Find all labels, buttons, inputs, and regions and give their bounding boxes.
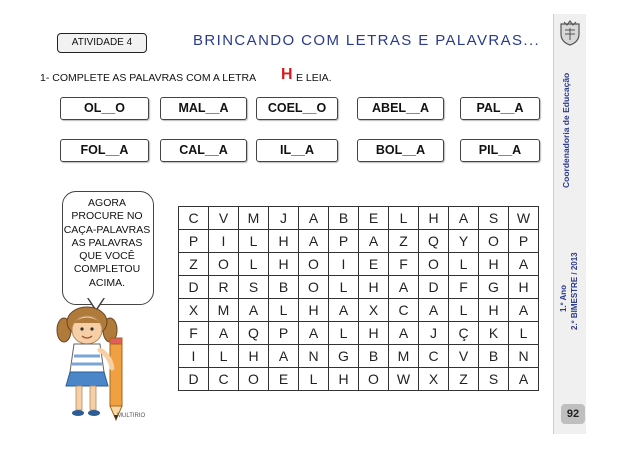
grid-cell[interactable]: O xyxy=(239,368,269,391)
grid-cell[interactable]: A xyxy=(509,253,539,276)
bubble-line: QUE VOCÊ xyxy=(79,250,135,263)
grid-cell[interactable]: N xyxy=(299,345,329,368)
grid-cell[interactable]: A xyxy=(389,322,419,345)
grid-cell[interactable]: N xyxy=(509,345,539,368)
grid-cell[interactable]: A xyxy=(239,299,269,322)
grid-cell[interactable]: V xyxy=(209,207,239,230)
grid-cell[interactable]: J xyxy=(269,207,299,230)
grid-cell[interactable]: L xyxy=(269,299,299,322)
grid-cell[interactable]: H xyxy=(269,230,299,253)
grid-cell[interactable]: B xyxy=(329,207,359,230)
grid-cell[interactable]: L xyxy=(329,276,359,299)
girl-illustration xyxy=(52,306,132,422)
grid-cell[interactable]: O xyxy=(299,276,329,299)
grid-cell[interactable]: C xyxy=(419,345,449,368)
grid-cell[interactable]: J xyxy=(419,322,449,345)
grid-cell[interactable]: D xyxy=(179,276,209,299)
grid-cell[interactable]: A xyxy=(269,345,299,368)
grid-cell[interactable]: O xyxy=(359,368,389,391)
grid-cell[interactable]: H xyxy=(509,276,539,299)
word-box[interactable]: MAL__A xyxy=(160,97,247,120)
grid-cell[interactable]: X xyxy=(359,299,389,322)
grid-cell[interactable]: A xyxy=(329,299,359,322)
grid-cell[interactable]: L xyxy=(449,253,479,276)
grid-cell[interactable]: H xyxy=(479,253,509,276)
department-label: Coordenadoria de Educação xyxy=(561,72,571,188)
city-emblem-icon xyxy=(558,20,582,46)
grid-cell[interactable]: P xyxy=(179,230,209,253)
credit-text: MULTIRIO xyxy=(117,413,146,419)
grid-cell[interactable]: L xyxy=(329,322,359,345)
grid-cell[interactable]: H xyxy=(239,345,269,368)
grid-row xyxy=(179,253,539,276)
word-box[interactable]: PAL__A xyxy=(460,97,540,120)
word-box[interactable]: OL__O xyxy=(60,97,149,120)
grid-cell[interactable]: A xyxy=(509,299,539,322)
grid-cell[interactable]: E xyxy=(269,368,299,391)
grid-cell[interactable]: A xyxy=(299,207,329,230)
word-box[interactable]: BOL__A xyxy=(357,139,444,162)
grid-cell[interactable]: Q xyxy=(419,230,449,253)
grid-row xyxy=(179,207,539,230)
grid-row xyxy=(179,276,539,299)
grid-row xyxy=(179,368,539,391)
grid-cell[interactable]: A xyxy=(449,207,479,230)
grid-row xyxy=(179,230,539,253)
grid-cell[interactable]: K xyxy=(479,322,509,345)
grid-cell[interactable]: V xyxy=(449,345,479,368)
bubble-text xyxy=(63,197,151,290)
grid-cell[interactable]: H xyxy=(329,368,359,391)
grid-cell[interactable]: A xyxy=(299,230,329,253)
grid-cell[interactable]: F xyxy=(179,322,209,345)
grid-cell[interactable]: H xyxy=(269,253,299,276)
term-label: 2.º BIMESTRE / 2013 xyxy=(570,252,579,330)
grid-cell[interactable]: M xyxy=(209,299,239,322)
grid-cell[interactable]: Z xyxy=(449,368,479,391)
grid-cell[interactable]: S xyxy=(479,207,509,230)
grid-cell[interactable]: E xyxy=(359,207,389,230)
grid-cell[interactable]: B xyxy=(479,345,509,368)
grid-cell[interactable]: Y xyxy=(449,230,479,253)
activity-label: ATIVIDADE 4 xyxy=(57,33,147,53)
grid-cell[interactable]: B xyxy=(269,276,299,299)
grid-cell[interactable]: O xyxy=(419,253,449,276)
grid-cell[interactable]: X xyxy=(179,299,209,322)
grid-cell[interactable]: S xyxy=(239,276,269,299)
grid-cell[interactable]: L xyxy=(209,345,239,368)
grid-cell[interactable]: F xyxy=(389,253,419,276)
grid-cell[interactable]: C xyxy=(179,207,209,230)
grid-cell[interactable]: M xyxy=(239,207,269,230)
grid-cell[interactable]: L xyxy=(239,230,269,253)
page-title: BRINCANDO COM LETRAS E PALAVRAS... xyxy=(193,32,541,49)
word-box[interactable]: FOL__A xyxy=(60,139,149,162)
grid-cell[interactable]: G xyxy=(479,276,509,299)
grid-cell[interactable]: I xyxy=(329,253,359,276)
grid-cell[interactable]: A xyxy=(359,230,389,253)
grid-cell[interactable]: Z xyxy=(389,230,419,253)
grid-cell[interactable]: C xyxy=(209,368,239,391)
grid-cell[interactable]: A xyxy=(389,276,419,299)
page-number: 92 xyxy=(561,404,585,424)
bubble-line: PROCURE NO xyxy=(71,210,143,223)
grid-cell[interactable]: L xyxy=(299,368,329,391)
grid-cell[interactable]: H xyxy=(299,299,329,322)
grid-cell[interactable]: A xyxy=(509,368,539,391)
grid-cell[interactable]: P xyxy=(329,230,359,253)
grid-cell[interactable]: L xyxy=(389,207,419,230)
grid-cell[interactable]: O xyxy=(479,230,509,253)
grid-cell[interactable]: I xyxy=(209,230,239,253)
bubble-line: COMPLETOU xyxy=(73,263,141,276)
grid-cell[interactable]: F xyxy=(449,276,479,299)
bubble-line: ACIMA. xyxy=(88,276,126,289)
grid-cell[interactable]: H xyxy=(359,322,389,345)
word-box[interactable]: CAL__A xyxy=(160,139,247,162)
grid-cell[interactable]: H xyxy=(359,276,389,299)
grid-cell[interactable]: M xyxy=(389,345,419,368)
word-box[interactable]: PIL__A xyxy=(460,139,540,162)
word-box[interactable]: IL__A xyxy=(256,139,338,162)
grid-cell[interactable]: L xyxy=(239,253,269,276)
bubble-line: AGORA xyxy=(88,197,126,209)
bubble-line: AS PALAVRAS xyxy=(71,236,143,249)
grid-cell[interactable]: E xyxy=(359,253,389,276)
grid-cell[interactable]: O xyxy=(209,253,239,276)
instruction-suffix: E LEIA. xyxy=(296,72,332,84)
grid-cell[interactable]: W xyxy=(389,368,419,391)
grid-cell[interactable]: L xyxy=(509,322,539,345)
grid-cell[interactable]: O xyxy=(299,253,329,276)
grid-cell[interactable]: H xyxy=(419,207,449,230)
grade-label: 1.º Ano xyxy=(559,284,568,312)
grid-cell[interactable]: G xyxy=(329,345,359,368)
grid-cell[interactable]: S xyxy=(479,368,509,391)
grid-row xyxy=(179,322,539,345)
grid-cell[interactable]: Ç xyxy=(449,322,479,345)
grid-cell[interactable]: A xyxy=(209,322,239,345)
grid-row xyxy=(179,345,539,368)
grid-cell[interactable]: C xyxy=(389,299,419,322)
instruction-text: 1- COMPLETE AS PALAVRAS COM A LETRA xyxy=(40,72,257,84)
grid-cell[interactable]: L xyxy=(449,299,479,322)
word-search-grid xyxy=(178,206,539,391)
bubble-line: CAÇA-PALAVRAS xyxy=(63,223,151,236)
grid-row xyxy=(179,299,539,322)
grid-cell[interactable]: I xyxy=(179,345,209,368)
word-box[interactable]: COEL__O xyxy=(256,97,338,120)
grid-cell[interactable]: W xyxy=(509,207,539,230)
grid-cell[interactable]: X xyxy=(419,368,449,391)
grid-cell[interactable]: A xyxy=(299,322,329,345)
grid-cell[interactable]: B xyxy=(359,345,389,368)
grid-cell[interactable]: Z xyxy=(179,253,209,276)
grid-cell[interactable]: D xyxy=(419,276,449,299)
grid-cell[interactable]: D xyxy=(179,368,209,391)
grid-cell[interactable]: P xyxy=(269,322,299,345)
instruction-letter: H xyxy=(281,66,293,83)
grid-cell[interactable]: A xyxy=(419,299,449,322)
grid-cell[interactable]: H xyxy=(479,299,509,322)
word-box[interactable]: ABEL__A xyxy=(357,97,444,120)
grid-cell[interactable]: R xyxy=(209,276,239,299)
grid-cell[interactable]: Q xyxy=(239,322,269,345)
grid-cell[interactable]: P xyxy=(509,230,539,253)
